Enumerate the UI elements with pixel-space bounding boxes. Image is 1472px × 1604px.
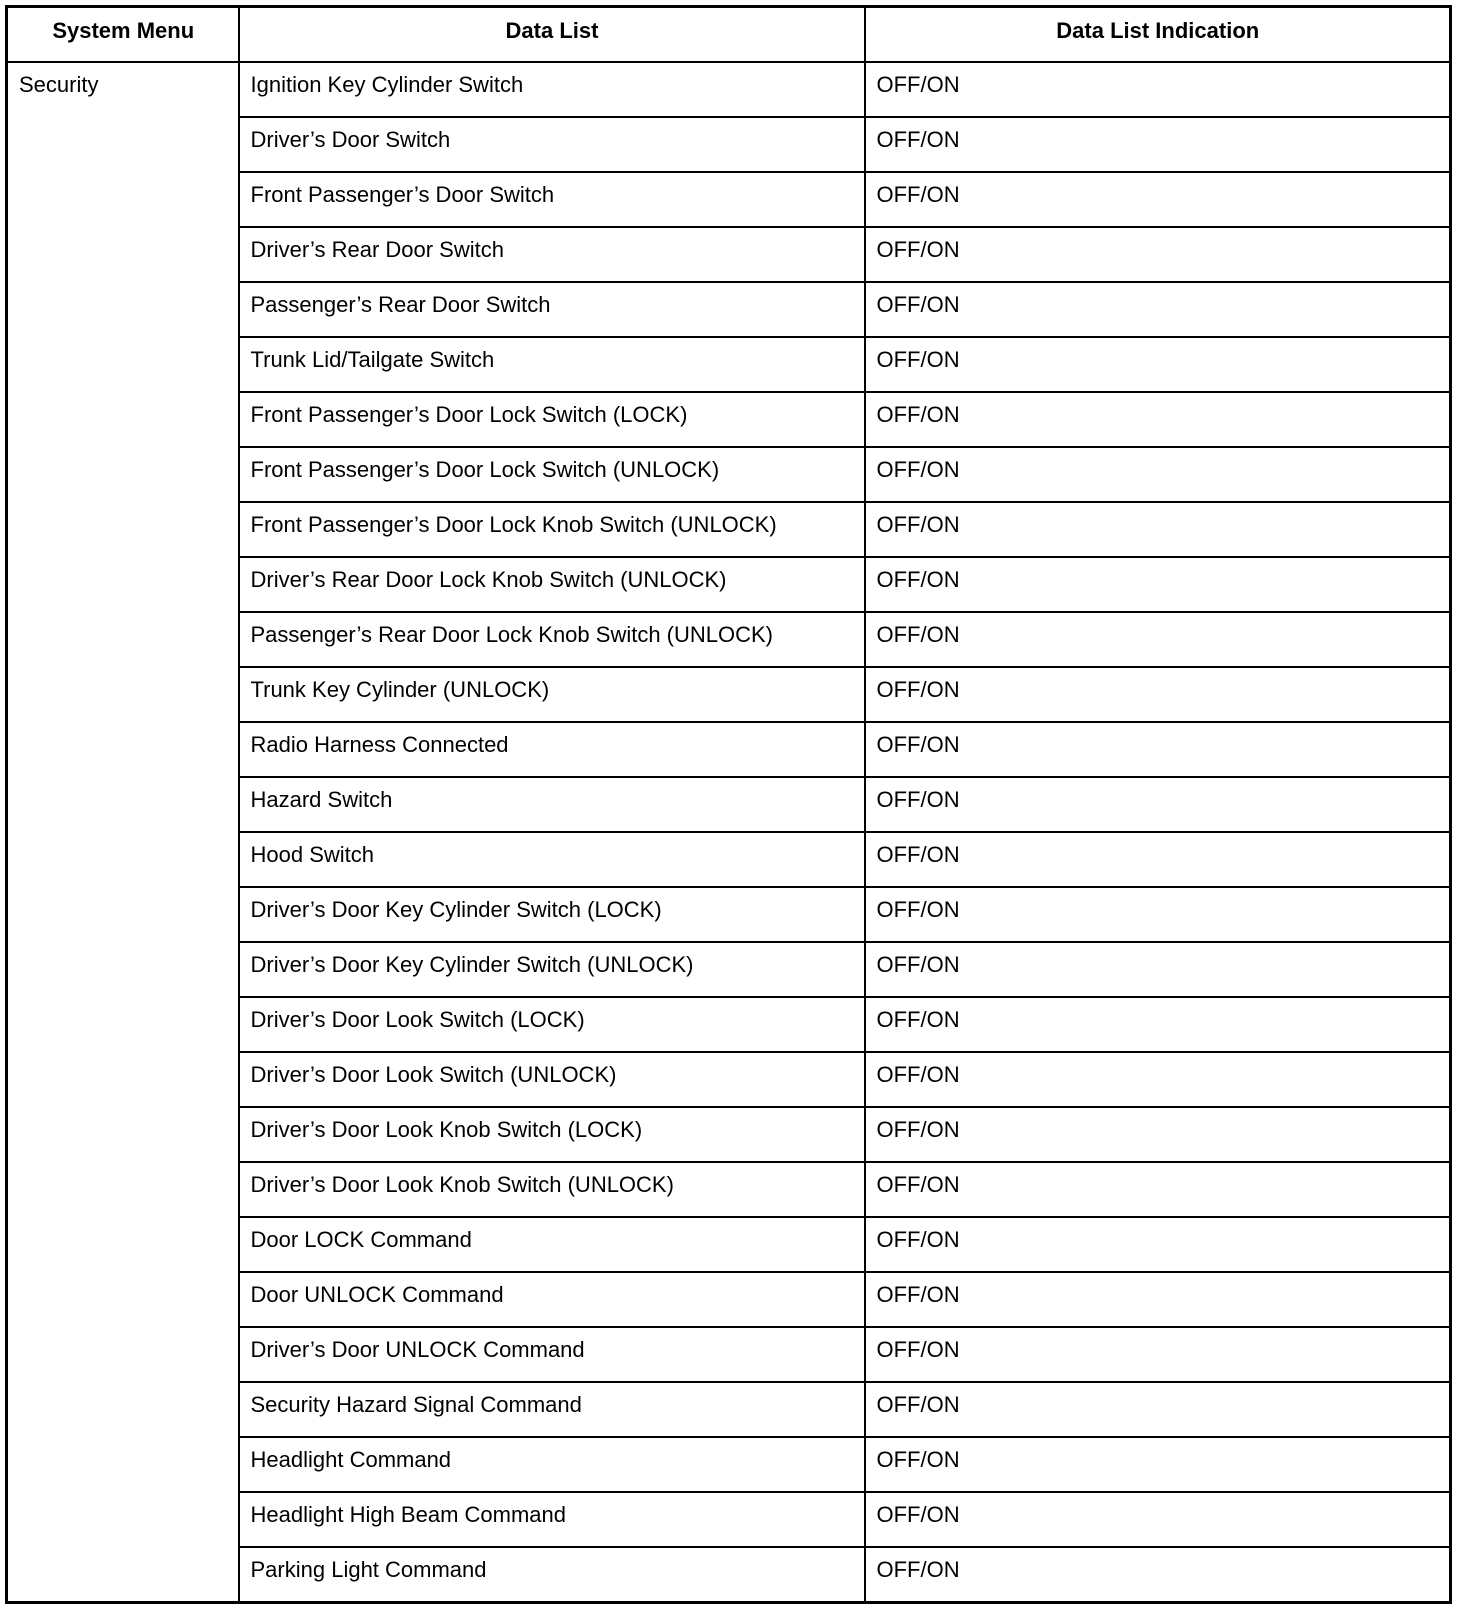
- data-list-indication: OFF/ON: [865, 337, 1451, 392]
- data-list-indication: OFF/ON: [865, 1162, 1451, 1217]
- data-list-item: Driver’s Door Key Cylinder Switch (LOCK): [239, 887, 865, 942]
- header-data-list: Data List: [239, 7, 865, 63]
- data-list-item: Trunk Key Cylinder (UNLOCK): [239, 667, 865, 722]
- data-list-indication: OFF/ON: [865, 942, 1451, 997]
- data-list-table: [5, 5, 1452, 1604]
- data-list-indication: OFF/ON: [865, 62, 1451, 117]
- data-list-item: Door UNLOCK Command: [239, 1272, 865, 1327]
- data-list-indication: OFF/ON: [865, 832, 1451, 887]
- data-list-item: Driver’s Door Look Knob Switch (UNLOCK): [239, 1162, 865, 1217]
- data-list-item: Driver’s Door Look Switch (LOCK): [239, 997, 865, 1052]
- data-list-indication: OFF/ON: [865, 227, 1451, 282]
- data-list-indication: OFF/ON: [865, 1272, 1451, 1327]
- data-list-item: Security Hazard Signal Command: [239, 1382, 865, 1437]
- data-list-item: Driver’s Rear Door Switch: [239, 227, 865, 282]
- data-list-indication: OFF/ON: [865, 447, 1451, 502]
- data-list-item: Headlight Command: [239, 1437, 865, 1492]
- data-list-item: Passenger’s Rear Door Switch: [239, 282, 865, 337]
- header-system-menu: System Menu: [7, 7, 239, 63]
- header-data-list-indication: Data List Indication: [865, 7, 1451, 63]
- data-list-item: Passenger’s Rear Door Lock Knob Switch (UNLOCK): [239, 612, 865, 667]
- data-list-indication: OFF/ON: [865, 1382, 1451, 1437]
- data-list-indication: OFF/ON: [865, 887, 1451, 942]
- data-list-indication: OFF/ON: [865, 722, 1451, 777]
- data-list-indication: OFF/ON: [865, 777, 1451, 832]
- data-list-item: Door LOCK Command: [239, 1217, 865, 1272]
- data-list-indication: OFF/ON: [865, 117, 1451, 172]
- data-list-item: Driver’s Rear Door Lock Knob Switch (UNLOCK): [239, 557, 865, 612]
- data-list-indication: OFF/ON: [865, 1547, 1451, 1603]
- data-list-item: Driver’s Door Key Cylinder Switch (UNLOCK): [239, 942, 865, 997]
- data-list-item: Driver’s Door UNLOCK Command: [239, 1327, 865, 1382]
- data-list-indication: OFF/ON: [865, 612, 1451, 667]
- data-list-indication: OFF/ON: [865, 172, 1451, 227]
- data-list-item: Headlight High Beam Command: [239, 1492, 865, 1547]
- data-list-indication: OFF/ON: [865, 557, 1451, 612]
- data-list-item: Hood Switch: [239, 832, 865, 887]
- system-menu-cell: Security: [7, 62, 239, 1603]
- data-list-item: Driver’s Door Look Switch (UNLOCK): [239, 1052, 865, 1107]
- data-list-indication: OFF/ON: [865, 392, 1451, 447]
- data-list-item: Driver’s Door Switch: [239, 117, 865, 172]
- data-list-indication: OFF/ON: [865, 1492, 1451, 1547]
- table-row: [7, 62, 1451, 117]
- data-list-item: Parking Light Command: [239, 1547, 865, 1603]
- data-list-indication: OFF/ON: [865, 502, 1451, 557]
- data-list-item: Front Passenger’s Door Switch: [239, 172, 865, 227]
- data-list-item: Ignition Key Cylinder Switch: [239, 62, 865, 117]
- data-list-item: Trunk Lid/Tailgate Switch: [239, 337, 865, 392]
- data-list-indication: OFF/ON: [865, 997, 1451, 1052]
- data-list-indication: OFF/ON: [865, 1437, 1451, 1492]
- data-list-indication: OFF/ON: [865, 1052, 1451, 1107]
- data-list-item: Hazard Switch: [239, 777, 865, 832]
- header-row: [7, 7, 1451, 63]
- data-list-indication: OFF/ON: [865, 667, 1451, 722]
- data-list-item: Radio Harness Connected: [239, 722, 865, 777]
- data-list-item: Front Passenger’s Door Lock Switch (LOCK): [239, 392, 865, 447]
- table-body: [7, 62, 1451, 1603]
- data-list-item: Front Passenger’s Door Lock Knob Switch (UNLOCK): [239, 502, 865, 557]
- data-list-indication: OFF/ON: [865, 282, 1451, 337]
- data-list-indication: OFF/ON: [865, 1217, 1451, 1272]
- data-list-item: Driver’s Door Look Knob Switch (LOCK): [239, 1107, 865, 1162]
- data-list-indication: OFF/ON: [865, 1327, 1451, 1382]
- data-list-item: Front Passenger’s Door Lock Switch (UNLOCK): [239, 447, 865, 502]
- data-list-indication: OFF/ON: [865, 1107, 1451, 1162]
